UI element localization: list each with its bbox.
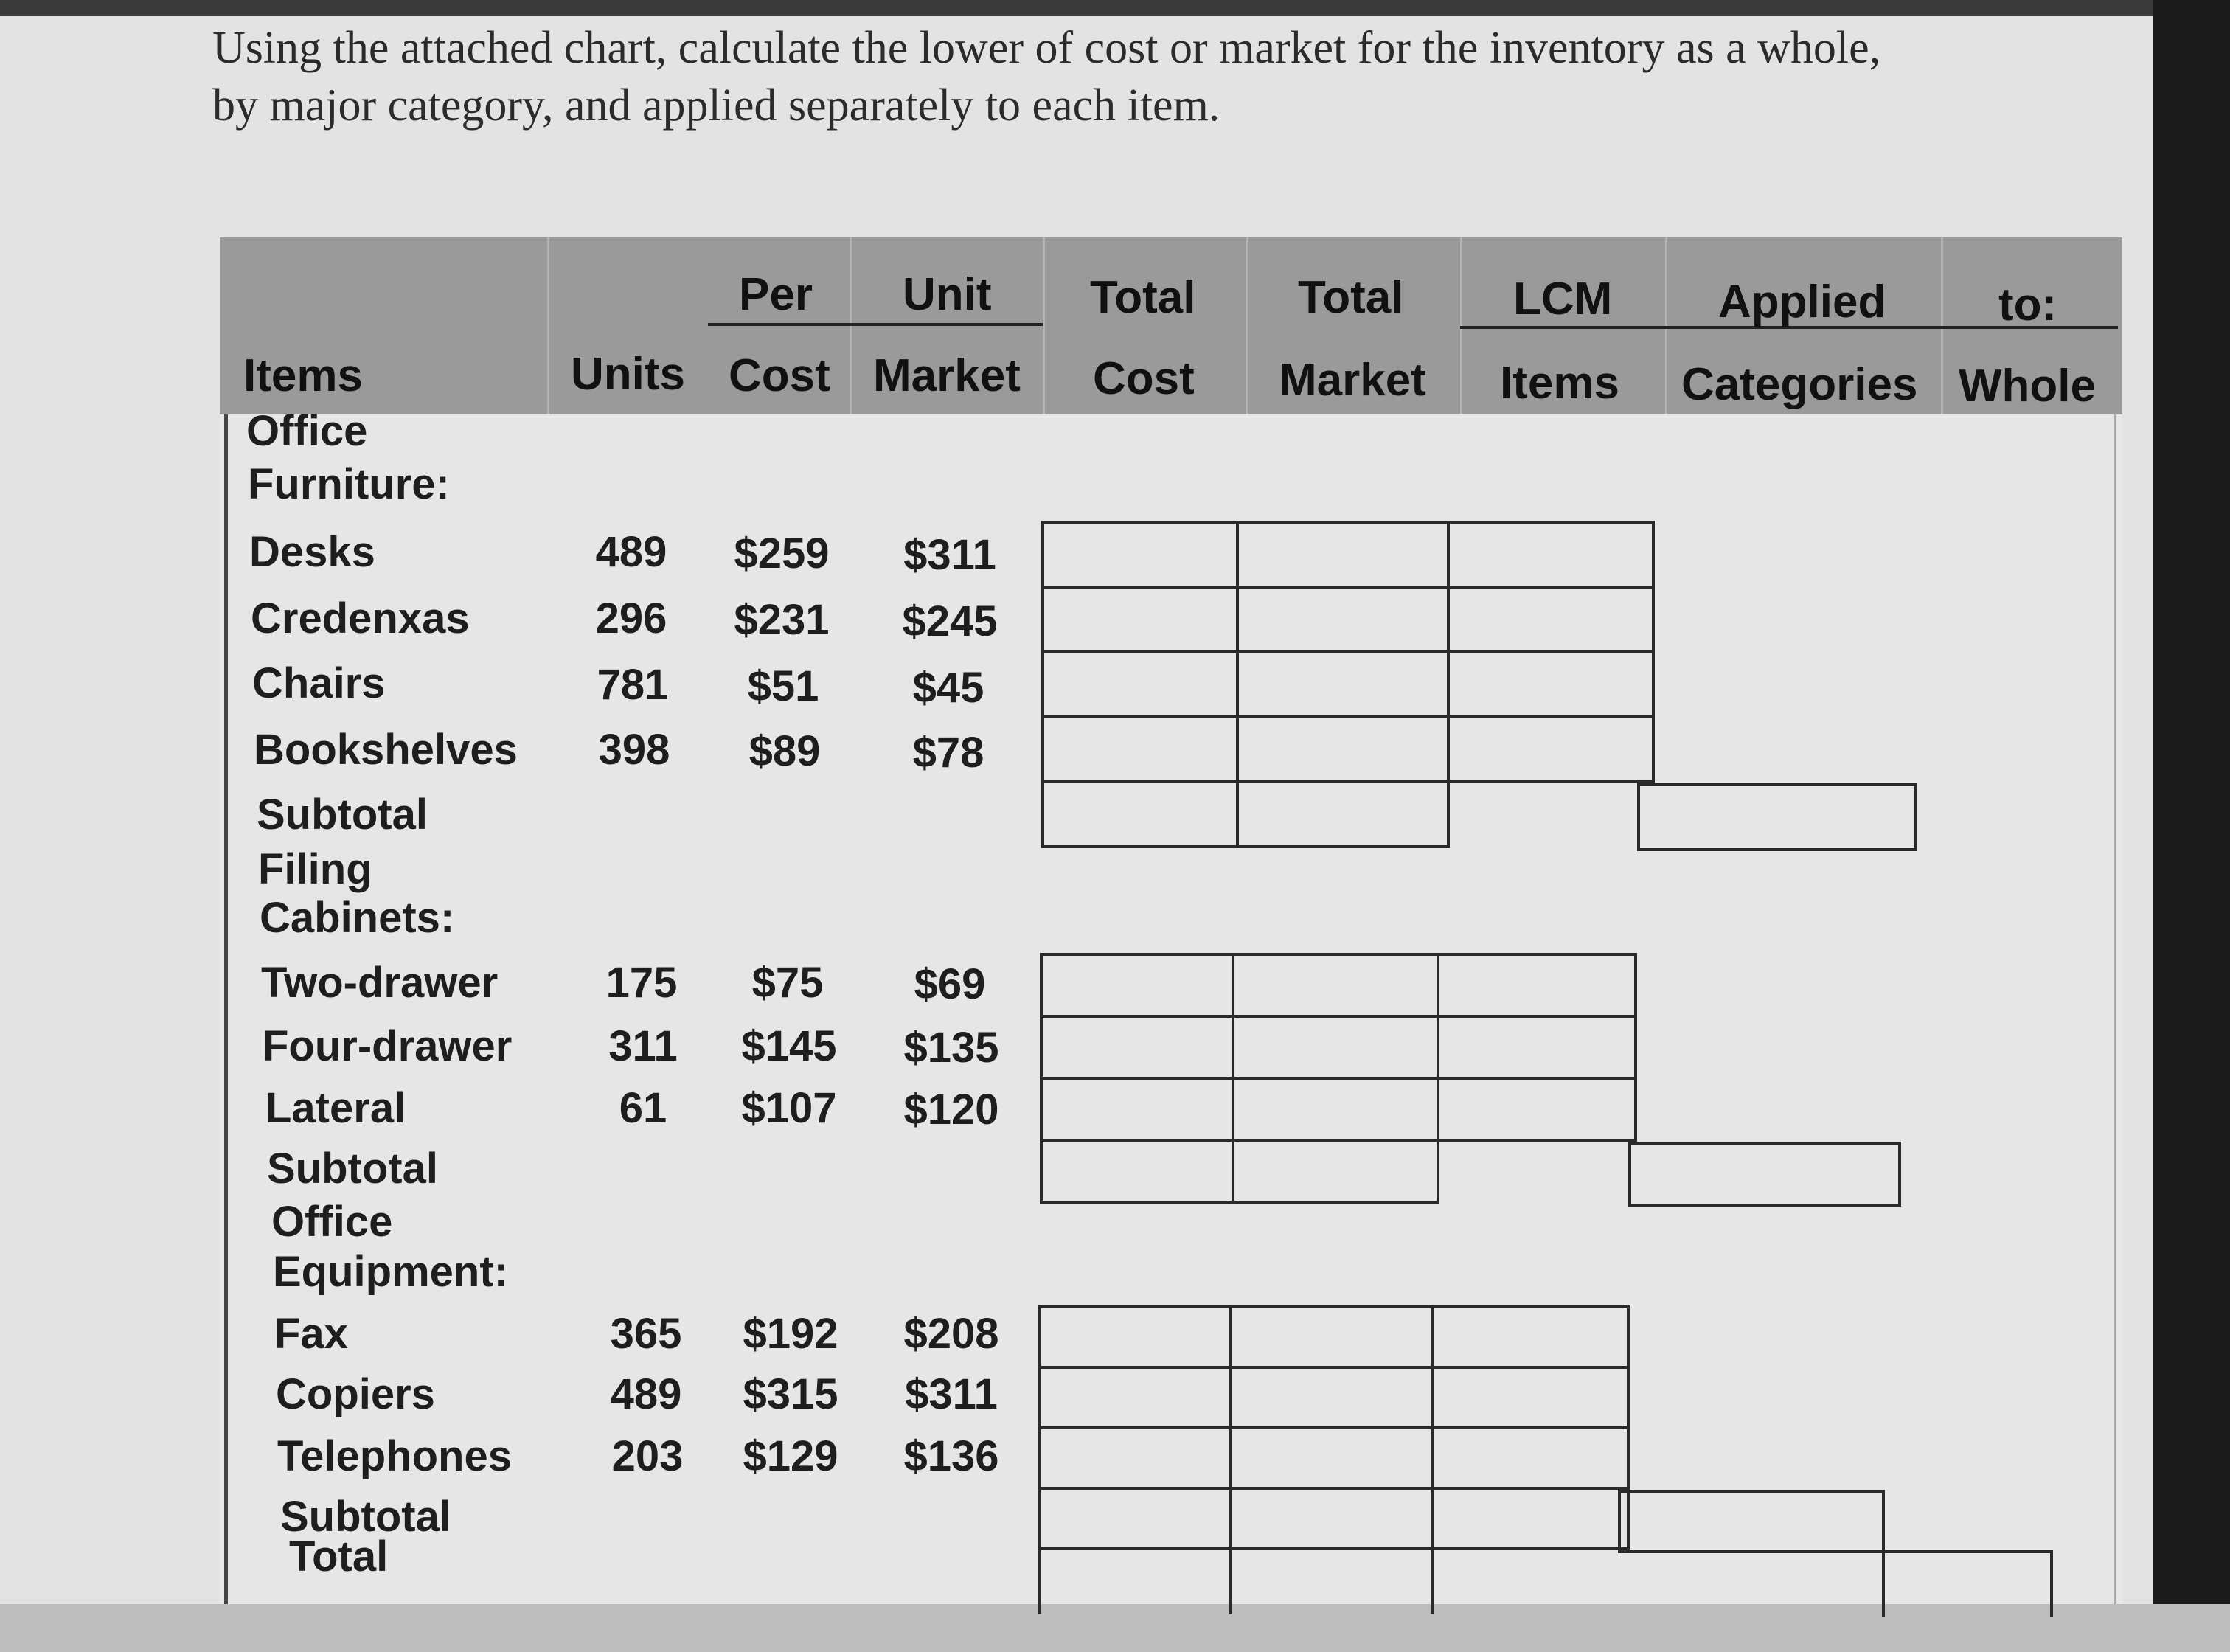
grand-total-label: Total [289,1533,389,1580]
lcm-categories-cell[interactable] [1618,1490,1885,1553]
cost-value: $145 [741,1022,837,1070]
item-label: Lateral [265,1084,406,1132]
item-label: Four-drawer [263,1022,513,1070]
subtotal-label: Subtotal [280,1493,451,1541]
lcm-items-cell[interactable] [1437,1015,1637,1080]
lcm-categories-cell[interactable] [1628,1142,1901,1207]
total-market-cell[interactable] [1236,521,1450,589]
cost-value: $231 [734,596,830,644]
item-label: Credenxas [251,594,470,642]
lcm-items-cell[interactable] [1431,1426,1630,1490]
total-market-cell[interactable] [1236,715,1450,783]
section-title-line2: Furniture: [248,460,450,508]
header-total-market-top: Total [1298,272,1404,323]
monitor-bezel-right [2153,0,2230,1604]
total-market-cell[interactable] [1232,1015,1439,1080]
lcm-items-cell[interactable] [1431,1366,1630,1429]
section-title-line1: Office [271,1198,393,1246]
total-market-cell[interactable] [1229,1366,1434,1429]
header-unit: Unit [903,269,992,320]
header-to: to: [1998,280,2057,330]
lcm-categories-total-cell[interactable] [1618,1550,1885,1617]
item-label: Fax [274,1310,348,1358]
lcm-items-cell[interactable] [1437,953,1637,1018]
total-market-cell[interactable] [1229,1305,1434,1369]
item-label: Desks [249,528,375,576]
units-value: 175 [605,959,678,1007]
lcm-whole-cell[interactable] [1882,1550,2053,1617]
item-label: Chairs [252,659,386,707]
subtotal-market-cell[interactable] [1229,1487,1434,1550]
cost-value: $89 [748,727,821,775]
units-value: 296 [595,594,667,642]
units-value: 489 [595,528,667,576]
market-value: $136 [903,1432,999,1480]
market-value: $78 [912,729,984,777]
item-label: Bookshelves [254,726,518,774]
section-title-line1: Office [246,407,368,455]
header-cost: Cost [729,350,830,401]
subtotal-label: Subtotal [267,1145,438,1193]
total-market-cell[interactable] [1229,1426,1434,1490]
lcm-items-cell[interactable] [1447,521,1655,589]
subtotal-cost-cell[interactable] [1040,1139,1234,1204]
cost-value: $129 [743,1432,838,1480]
header-market: Market [873,350,1021,401]
header-per: Per [739,269,813,320]
lcm-items-cell[interactable] [1431,1305,1630,1369]
cost-value: $107 [741,1084,837,1132]
header-units: Units [571,349,685,400]
market-value: $311 [903,531,996,579]
monitor-bezel-top [0,0,2230,16]
total-market-cell[interactable] [1232,953,1439,1018]
total-cost-cell[interactable] [1041,715,1239,783]
total-market-cell[interactable] [1236,650,1450,718]
total-cost-cell[interactable] [1041,586,1239,653]
units-value: 489 [610,1370,682,1418]
total-cost-cell[interactable] [1040,953,1234,1018]
units-value: 61 [619,1084,667,1132]
lcm-items-cell[interactable] [1447,650,1655,718]
question-prompt: Using the attached chart, calculate the lower of cost or market for the inventory as a whole, by major category, and applied separately to each item. [212,23,1881,131]
total-cost-cell[interactable] [1038,1305,1232,1369]
units-value: 398 [598,726,670,774]
subtotal-market-cell[interactable] [1232,1139,1439,1204]
total-cost-cell[interactable] [1038,1366,1232,1429]
total-cost-cell[interactable] [1041,650,1239,718]
header-total-cost-top: Total [1090,272,1196,323]
subtotal-label: Subtotal [257,791,428,839]
lcm-categories-cell[interactable] [1637,783,1917,851]
cost-value: $75 [751,959,824,1007]
header-lcm-items: Items [1500,358,1619,409]
grand-total-cost-cell[interactable] [1038,1547,1232,1614]
item-label: Two-drawer [261,959,499,1007]
section-title-line1: Filing [258,845,372,893]
total-cost-cell[interactable] [1041,521,1239,589]
total-cost-cell[interactable] [1040,1077,1234,1142]
section-title-line2: Cabinets: [260,894,455,942]
item-label: Copiers [276,1370,435,1418]
units-value: 311 [608,1022,678,1070]
item-label: Telephones [277,1432,512,1480]
header-lcm: LCM [1513,274,1613,324]
header-total-market-bottom: Market [1279,355,1426,406]
lcm-items-subtotal-cell[interactable] [1431,1487,1630,1550]
units-value: 365 [610,1310,682,1358]
units-value: 781 [597,661,669,709]
market-value: $69 [914,960,986,1008]
inventory-table [220,237,2122,1604]
header-applied: Applied [1718,277,1886,327]
table-header [220,237,2122,414]
total-cost-cell[interactable] [1038,1426,1232,1490]
lcm-items-cell[interactable] [1447,586,1655,653]
total-cost-cell[interactable] [1040,1015,1234,1080]
market-value: $120 [903,1086,999,1134]
cost-value: $259 [734,530,830,577]
market-value: $311 [905,1370,998,1418]
units-value: 203 [611,1432,684,1480]
lcm-items-cell[interactable] [1437,1077,1637,1142]
header-lcm-categories: Categories [1681,359,1918,410]
grand-total-market-cell[interactable] [1229,1547,1434,1614]
cost-value: $315 [743,1370,838,1418]
lcm-items-total-cell[interactable] [1431,1547,1630,1614]
lcm-items-cell[interactable] [1447,715,1655,783]
cost-value: $51 [747,662,819,710]
section-title-line2: Equipment: [273,1248,508,1296]
market-value: $245 [902,597,998,645]
subtotal-cost-cell[interactable] [1041,780,1239,848]
subtotal-market-cell[interactable] [1236,780,1450,848]
header-total-cost-bottom: Cost [1093,353,1195,404]
cost-value: $192 [743,1310,838,1358]
market-value: $45 [912,664,984,712]
header-items: Items [243,350,363,401]
subtotal-cost-cell[interactable] [1038,1487,1232,1550]
total-market-cell[interactable] [1236,586,1450,653]
market-value: $135 [903,1024,999,1072]
total-market-cell[interactable] [1232,1077,1439,1142]
header-lcm-whole: Whole [1959,361,2096,412]
market-value: $208 [903,1310,999,1358]
